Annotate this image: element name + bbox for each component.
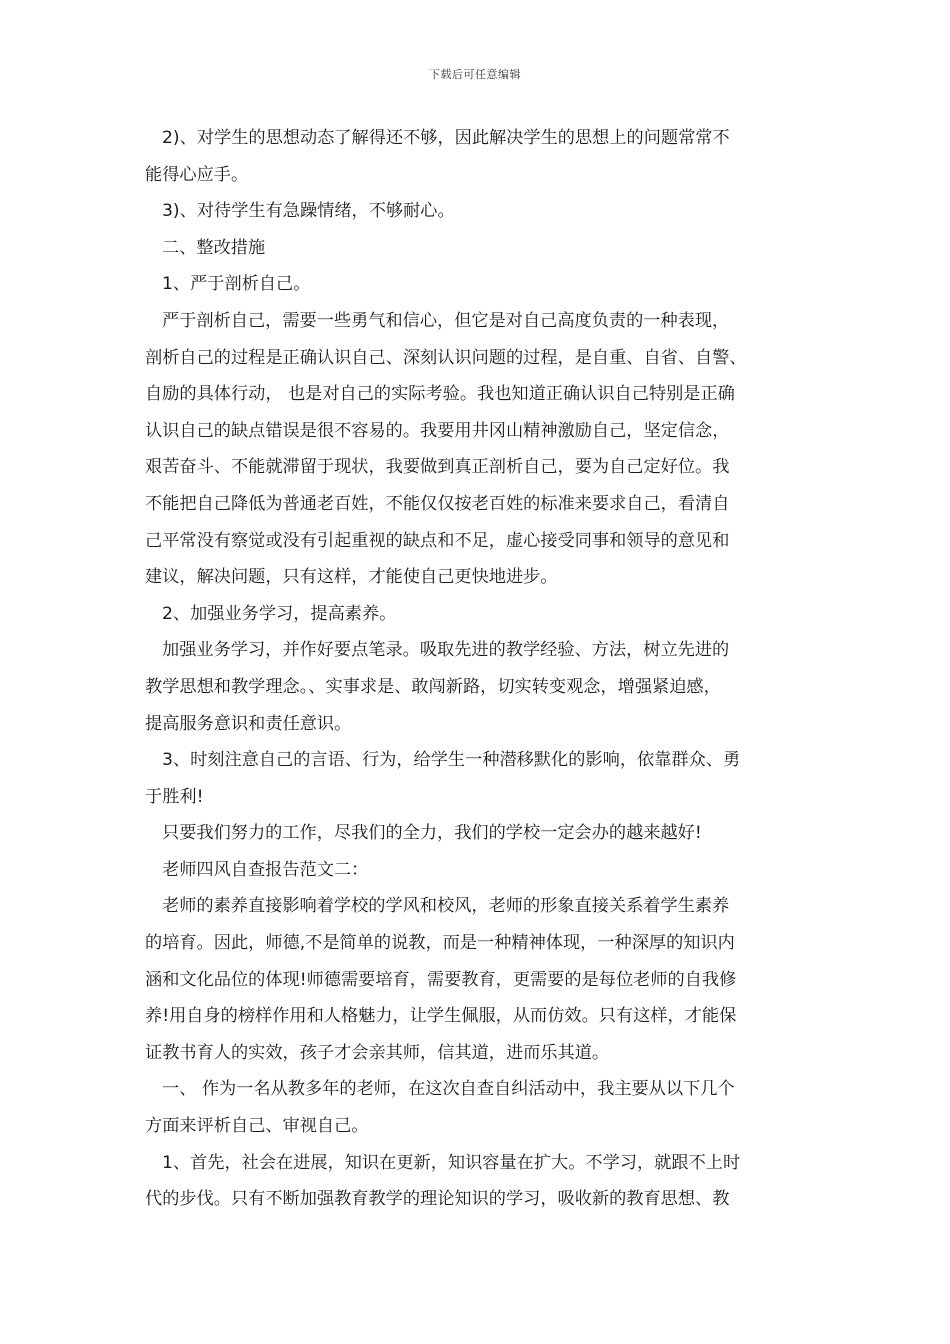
text-line: 不能把自己降低为普通老百姓，不能仅仅按老百姓的标准来要求自己，看清自 bbox=[145, 493, 730, 514]
text-line: 加强业务学习，并作好要点笔录。吸取先进的教学经验、方法，树立先进的 bbox=[162, 640, 730, 661]
text-line: 只要我们努力的工作，尽我们的全力，我们的学校一定会办的越来越好! bbox=[162, 823, 702, 844]
text-line: 涵和文化品位的体现!师德需要培育，需要教育，更需要的是每位老师的自我修 bbox=[145, 969, 737, 990]
text-line: 一、 作为一名从教多年的老师，在这次自查自纠活动中，我主要从以下几个 bbox=[162, 1079, 735, 1100]
text-line: 二、整改措施 bbox=[162, 237, 266, 258]
text-line: 己平常没有察觉或没有引起重视的缺点和不足，虚心接受同事和领导的意见和 bbox=[145, 530, 730, 551]
text-line: 严于剖析自己，需要一些勇气和信心，但它是对自己高度负责的一种表现， bbox=[162, 310, 730, 331]
text-line: 3、时刻注意自己的言语、行为，给学生一种潜移默化的影响，依靠群众、勇 bbox=[162, 750, 741, 771]
text-line: 于胜利! bbox=[145, 786, 204, 807]
text-line: 自励的具体行动， 也是对自己的实际考验。我也知道正确认识自己特别是正确 bbox=[145, 384, 735, 405]
text-line: 提高服务意识和责任意识。 bbox=[145, 713, 352, 734]
text-line: 2、加强业务学习，提高素养。 bbox=[162, 603, 397, 624]
text-line: 方面来评析自己、审视自己。 bbox=[145, 1116, 369, 1137]
text-line: 教学思想和教学理念。、实事求是、敢闯新路，切实转变观念，增强紧迫感， bbox=[145, 676, 721, 697]
text-line: 1、严于剖析自己。 bbox=[162, 274, 311, 295]
text-line: 剖析自己的过程是正确认识自己、深刻认识问题的过程，是自重、自省、自警、 bbox=[145, 347, 747, 368]
text-line: 老师的素养直接影响着学校的学风和校风，老师的形象直接关系着学生素养 bbox=[162, 896, 730, 917]
document-body bbox=[145, 120, 807, 1218]
text-line: 养!用自身的榜样作用和人格魅力，让学生佩服，从而仿效。只有这样，才能保 bbox=[145, 1006, 737, 1027]
text-line: 2)、对学生的思想动态了解得还不够，因此解决学生的思想上的问题常常不 bbox=[162, 128, 730, 148]
text-line: 3)、对待学生有急躁情绪，不够耐心。 bbox=[162, 201, 455, 222]
page-header: 下载后可任意编辑 bbox=[429, 68, 521, 81]
text-line: 代的步伐。只有不断加强教育教学的理论知识的学习，吸收新的教育思想、教 bbox=[145, 1189, 730, 1210]
text-line: 认识自己的缺点错误是很不容易的。我要用井冈山精神激励自己，坚定信念， bbox=[145, 420, 730, 441]
text-line: 老师四风自查报告范文二： bbox=[162, 859, 369, 880]
text-line: 能得心应手。 bbox=[145, 164, 249, 185]
text-line: 的培育。因此，师德,不是简单的说教，而是一种精神体现，一种深厚的知识内 bbox=[145, 933, 735, 954]
text-line: 1、首先，社会在进展，知识在更新，知识容量在扩大。不学习，就跟不上时 bbox=[162, 1152, 741, 1173]
text-line: 建议，解决问题，只有这样，才能使自己更快地进步。 bbox=[145, 567, 558, 588]
text-line: 艰苦奋斗、不能就滞留于现状，我要做到真正剖析自己，要为自己定好位。我 bbox=[145, 457, 730, 478]
text-line: 证教书育人的实效，孩子才会亲其师，信其道，进而乐其道。 bbox=[145, 1042, 610, 1063]
